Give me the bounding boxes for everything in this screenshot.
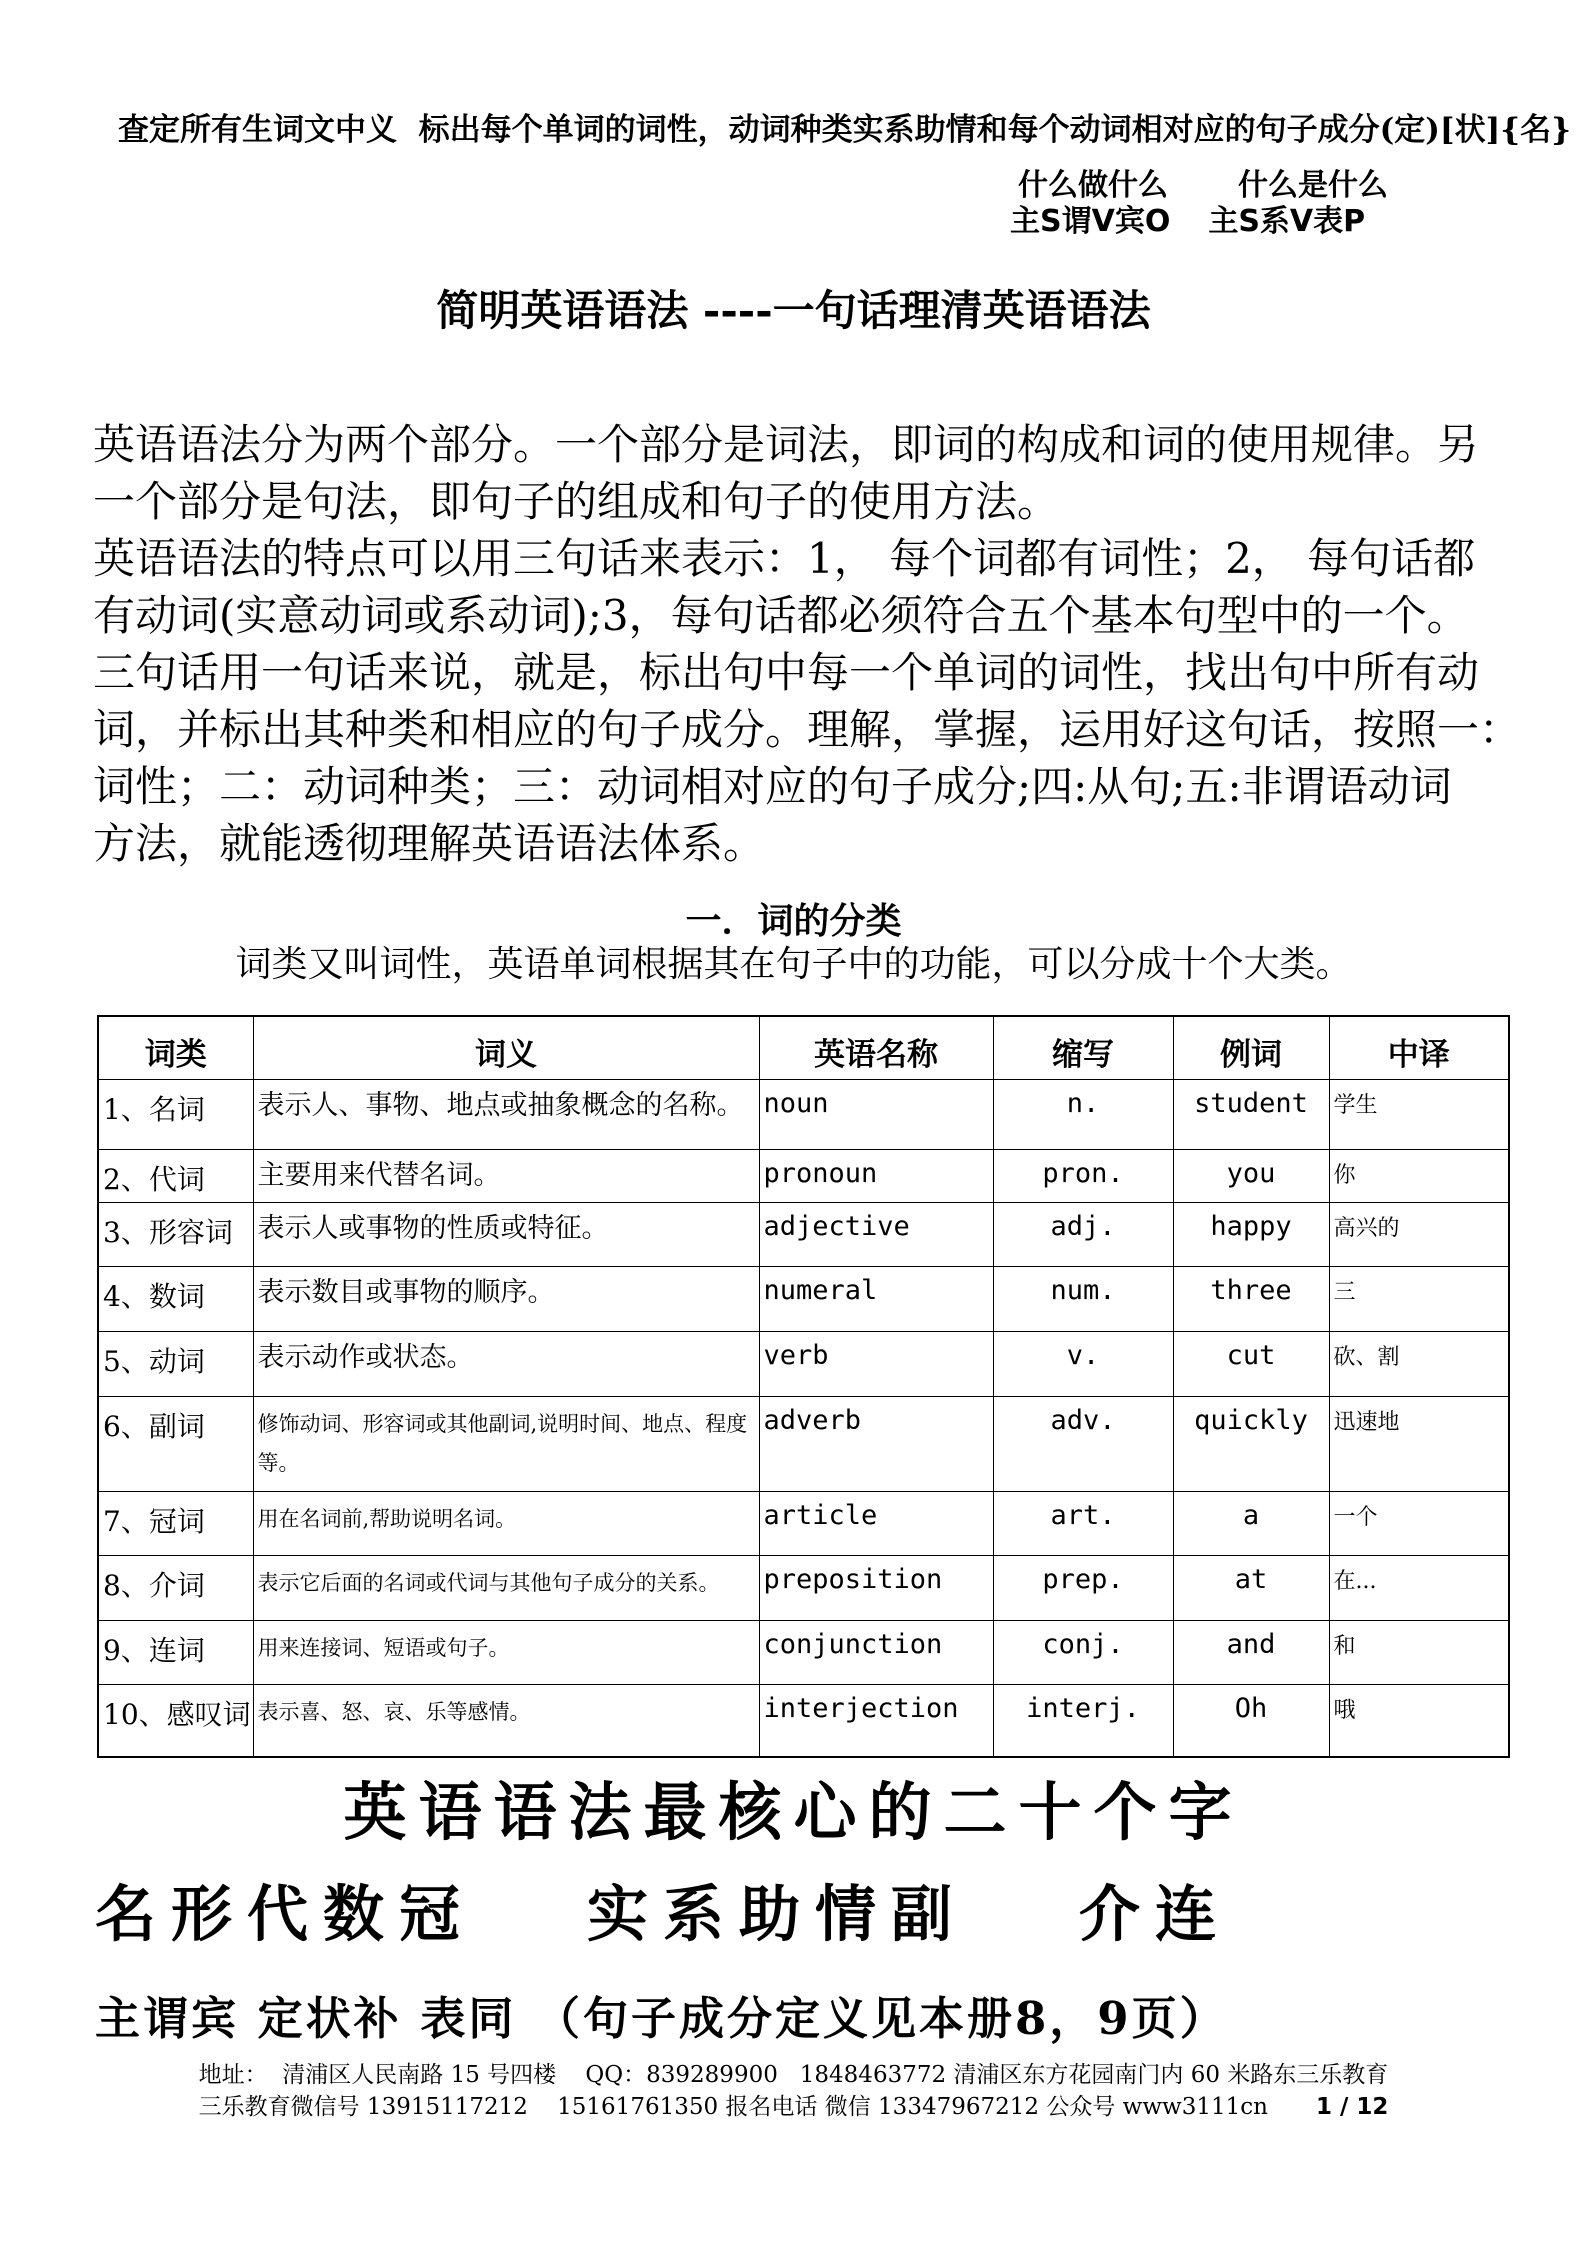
cell-pos-name: 9、连词 (98, 1620, 253, 1684)
cell-pos-translation: 在... (1329, 1555, 1509, 1620)
cell-pos-english: adverb (759, 1396, 993, 1491)
table-row (98, 1202, 1509, 1266)
table-row (98, 1331, 1509, 1396)
table-row (98, 1149, 1509, 1202)
cell-pos-english: conjunction (759, 1620, 993, 1684)
cell-pos-english: pronoun (759, 1149, 993, 1202)
col-header-example: 例词 (1173, 1016, 1329, 1079)
cell-pos-example: a (1173, 1491, 1329, 1555)
cell-pos-example: you (1173, 1149, 1329, 1202)
intro-line: 词性；二：动词种类；三：动词相对应的句子成分;四:从句;五:非谓语动词 (93, 762, 1452, 811)
cell-pos-name: 5、动词 (98, 1331, 253, 1396)
col-header-abbreviation: 缩写 (993, 1016, 1173, 1079)
page-number: 1 / 12 (1315, 2094, 1389, 2120)
intro-line: 英语语法的特点可以用三句话来表示：1， 每个词都有词性；2， 每句话都 (93, 534, 1476, 583)
cell-pos-meaning: 表示数目或事物的顺序。 (253, 1266, 759, 1331)
cell-pos-abbr: adv. (993, 1396, 1173, 1491)
cell-pos-abbr: prep. (993, 1555, 1173, 1620)
table-row (98, 1491, 1509, 1555)
cell-pos-meaning: 表示人或事物的性质或特征。 (253, 1202, 759, 1266)
cell-pos-translation: 学生 (1329, 1079, 1509, 1149)
word-group: 介连 (1079, 1879, 1232, 1950)
cell-pos-example: three (1173, 1266, 1329, 1331)
intro-line: 英语语法分为两个部分。一个部分是词法，即词的构成和词的使用规律。另 (93, 420, 1480, 469)
page-title: 简明英语语法 ----一句话理清英语语法 (436, 286, 1151, 335)
intro-line: 词，并标出其种类和相应的句子成分。理解，掌握，运用好这句话，按照一： (93, 705, 1522, 754)
col-header-translation: 中译 (1329, 1016, 1509, 1079)
cell-pos-abbr: interj. (993, 1684, 1173, 1757)
table-row (98, 1266, 1509, 1331)
cell-pos-name: 6、副词 (98, 1396, 253, 1491)
cell-pos-english: numeral (759, 1266, 993, 1331)
cell-pos-example: student (1173, 1079, 1329, 1149)
cell-pos-translation: 高兴的 (1329, 1202, 1509, 1266)
annotation-what-does-what: 什么做什么 (1018, 168, 1168, 203)
cell-pos-name: 8、介词 (98, 1555, 253, 1620)
cell-pos-abbr: num. (993, 1266, 1173, 1331)
word-group: 实系助情副 (587, 1879, 968, 1950)
annotation-what-is-what: 什么是什么 (1238, 168, 1388, 203)
footer-contact-text: 三乐教育微信号 13915117212 15161761350 报名电话 微信 13347967212 公众号 www3111cn (198, 2094, 1268, 2120)
cell-pos-example: happy (1173, 1202, 1329, 1266)
cell-pos-translation: 和 (1329, 1620, 1509, 1684)
cell-pos-example: cut (1173, 1331, 1329, 1396)
annotation-line1: 查定所有生词文中义 标出每个单词的词性，动词种类实系助情和每个动词相对应的句子成分(定)[状]{名} (118, 112, 1572, 148)
cell-pos-abbr: pron. (993, 1149, 1173, 1202)
cell-pos-name: 1、名词 (98, 1079, 253, 1149)
pattern-subject-verb-object: 主S谓V宾O (1010, 204, 1171, 239)
col-header-meaning: 词义 (253, 1016, 759, 1079)
core-heading: 英语语法最核心的二十个字 (343, 1775, 1244, 1849)
cell-pos-meaning: 表示动作或状态。 (253, 1331, 759, 1396)
cell-pos-meaning: 表示它后面的名词或代词与其他句子成分的关系。 (253, 1555, 759, 1620)
cell-pos-name: 4、数词 (98, 1266, 253, 1331)
cell-pos-english: noun (759, 1079, 993, 1149)
cell-pos-translation: 哦 (1329, 1684, 1509, 1757)
footer-address-line: 地址： 清浦区人民南路 15 号四楼 QQ：839289900 1848463772 清浦区东方花园南门内 60 米路东三乐教育 (198, 2062, 1389, 2088)
cell-pos-meaning: 表示喜、怒、哀、乐等感情。 (253, 1684, 759, 1757)
cell-pos-translation: 砍、割 (1329, 1331, 1509, 1396)
cell-pos-english: verb (759, 1331, 993, 1396)
cell-pos-abbr: art. (993, 1491, 1173, 1555)
table-row (98, 1684, 1509, 1757)
cell-pos-english: preposition (759, 1555, 993, 1620)
cell-pos-english: adjective (759, 1202, 993, 1266)
cell-pos-example: quickly (1173, 1396, 1329, 1491)
sentence-components-line: 主谓宾 定状补 表同 （句子成分定义见本册8，9页） (95, 1992, 1228, 2045)
cell-pos-translation: 三 (1329, 1266, 1509, 1331)
cell-pos-abbr: n. (993, 1079, 1173, 1149)
cell-pos-english: article (759, 1491, 993, 1555)
intro-line: 有动词(实意动词或系动词);3，每句话都必须符合五个基本句型中的一个。 (93, 591, 1469, 640)
table-header-row (98, 1016, 1509, 1079)
intro-line: 一个部分是句法，即句子的组成和句子的使用方法。 (93, 477, 1060, 526)
cell-pos-name: 3、形容词 (98, 1202, 253, 1266)
section-subheading: 词类又叫词性，英语单词根据其在句子中的功能，可以分成十个大类。 (235, 944, 1352, 985)
intro-paragraph (93, 416, 1522, 872)
cell-pos-name: 10、感叹词 (98, 1684, 253, 1757)
table-row (98, 1620, 1509, 1684)
table-row (98, 1555, 1509, 1620)
col-header-english-name: 英语名称 (759, 1016, 993, 1079)
cell-pos-example: and (1173, 1620, 1329, 1684)
cell-pos-example: at (1173, 1555, 1329, 1620)
cell-pos-english: interjection (759, 1684, 993, 1757)
cell-pos-meaning: 用来连接词、短语或句子。 (253, 1620, 759, 1684)
footer-contact-line (0, 2088, 1587, 2121)
cell-pos-name: 2、代词 (98, 1149, 253, 1202)
cell-pos-meaning: 主要用来代替名词。 (253, 1149, 759, 1202)
table-row (98, 1396, 1509, 1491)
cell-pos-name: 7、冠词 (98, 1491, 253, 1555)
cell-pos-meaning: 用在名词前,帮助说明名词。 (253, 1491, 759, 1555)
table-row (98, 1079, 1509, 1149)
cell-pos-meaning: 表示人、事物、地点或抽象概念的名称。 (253, 1079, 759, 1149)
core-word-groups (95, 1866, 1231, 1953)
cell-pos-example: Oh (1173, 1684, 1329, 1757)
cell-pos-translation: 迅速地 (1329, 1396, 1509, 1491)
cell-pos-translation: 一个 (1329, 1491, 1509, 1555)
cell-pos-meaning: 修饰动词、形容词或其他副词,说明时间、地点、程度等。 (253, 1396, 759, 1491)
cell-pos-abbr: v. (993, 1331, 1173, 1396)
col-header-pos-category: 词类 (98, 1016, 253, 1079)
cell-pos-abbr: conj. (993, 1620, 1173, 1684)
intro-line: 三句话用一句话来说，就是，标出句中每一个单词的词性，找出句中所有动 (93, 648, 1480, 697)
parts-of-speech-table (97, 1015, 1510, 1758)
cell-pos-abbr: adj. (993, 1202, 1173, 1266)
header-annotation-row3 (1010, 196, 1365, 240)
section-heading: 一．词的分类 (685, 900, 902, 942)
pattern-subject-link-predicative: 主S系V表P (1208, 204, 1366, 239)
word-group: 名形代数冠 (95, 1879, 476, 1950)
intro-line: 方法，就能透彻理解英语语法体系。 (93, 819, 766, 868)
cell-pos-translation: 你 (1329, 1149, 1509, 1202)
